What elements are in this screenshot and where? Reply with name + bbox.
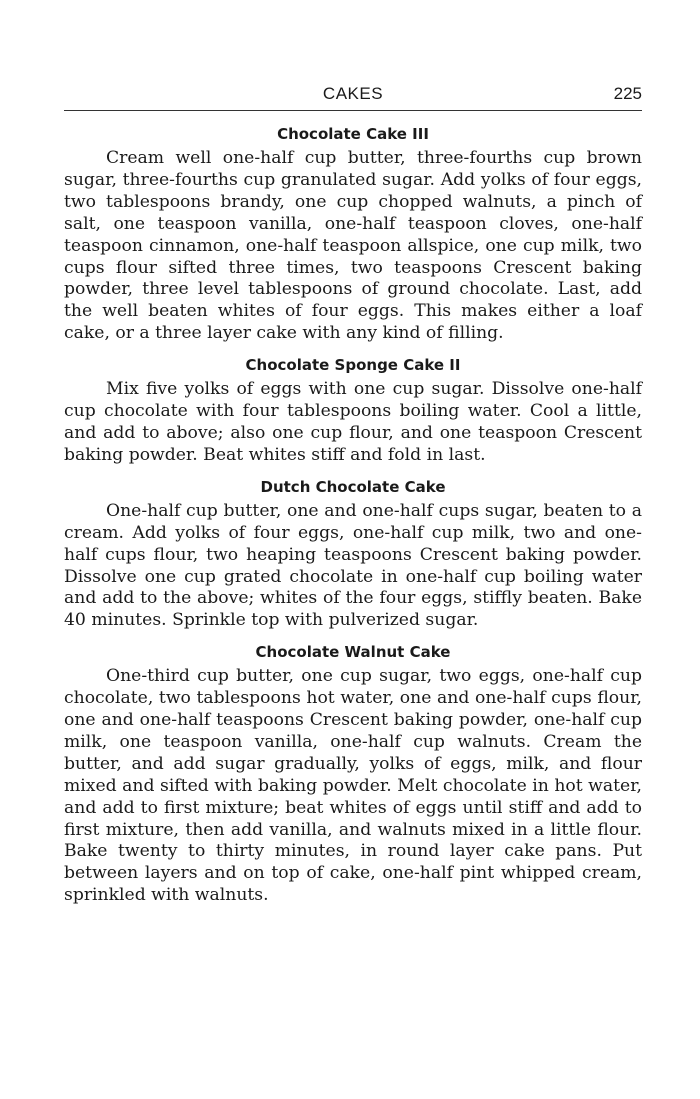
recipe-body: One-half cup butter, one and one-half cups sugar, beaten to a cream. Add yolks of four eggs, one-half cup milk, two and one-half cups flour, two heaping teaspoons Crescent baking powder. Dissolve one cup grated chocolate in one-half cup boiling water and add to the above; whites of the four eggs, stiffly beaten. Bake 40 minutes. Sprinkle top with pulverized sugar. bbox=[64, 500, 642, 631]
recipe-chocolate-walnut-cake bbox=[64, 643, 642, 907]
recipe-title: Chocolate Walnut Cake bbox=[255, 643, 451, 662]
recipe-chocolate-sponge-cake-ii bbox=[64, 356, 642, 467]
recipe-title: Chocolate Sponge Cake II bbox=[245, 356, 461, 375]
recipe-list bbox=[64, 125, 642, 907]
recipe-body: One-third cup butter, one cup sugar, two eggs, one-half cup chocolate, two tablespoons hot water, one and one-half cups flour, one and one-half teaspoons Crescent baking powder, one-half cup milk, one teaspoon vanilla, one-half cup walnuts. Cream the butter, and add sugar gradually, yolks of eggs, milk, and flour mixed and sifted with baking powder. Melt chocolate in hot water, and add to first mixture; beat whites of eggs until stiff and add to first mixture, then add vanilla, and walnuts mixed in a little flour. Bake twenty to thirty minutes, in round layer cake pans. Put between layers and on top of cake, one-half pint whipped cream, sprinkled with walnuts. bbox=[64, 666, 642, 906]
page-number: 225 bbox=[613, 84, 642, 103]
recipe-chocolate-cake-iii bbox=[64, 125, 642, 345]
page-header bbox=[64, 80, 642, 110]
header-rule bbox=[64, 110, 642, 111]
recipe-body: Mix five yolks of eggs with one cup sugar. Dissolve one-half cup chocolate with four tablespoons boiling water. Cool a little, and add to above; also one cup flour, and one teaspoon Crescent baking powder. Beat whites stiff and fold in last. bbox=[64, 379, 642, 465]
recipe-dutch-chocolate-cake bbox=[64, 478, 642, 632]
recipe-title: Chocolate Cake III bbox=[277, 125, 429, 143]
running-head: CAKES bbox=[322, 84, 384, 103]
recipe-body: Cream well one-half cup butter, three-fourths cup brown sugar, three-fourths cup granulated sugar. Add yolks of four eggs, two tablespoons brandy, one cup chopped walnuts, a pinch of salt, one teaspoon vanilla, one-half teaspoon cloves, one-half teaspoon cinnamon, one-half teaspoon allspice, one cup milk, two cups flour sifted three times, two teaspoons Crescent baking powder, three level tablespoons of ground chocolate. Last, add the well beaten whites of four eggs. This makes either a loaf cake, or a three layer cake with any kind of filling. bbox=[64, 148, 642, 344]
recipe-title: Dutch Chocolate Cake bbox=[260, 477, 446, 496]
book-page bbox=[64, 80, 642, 906]
